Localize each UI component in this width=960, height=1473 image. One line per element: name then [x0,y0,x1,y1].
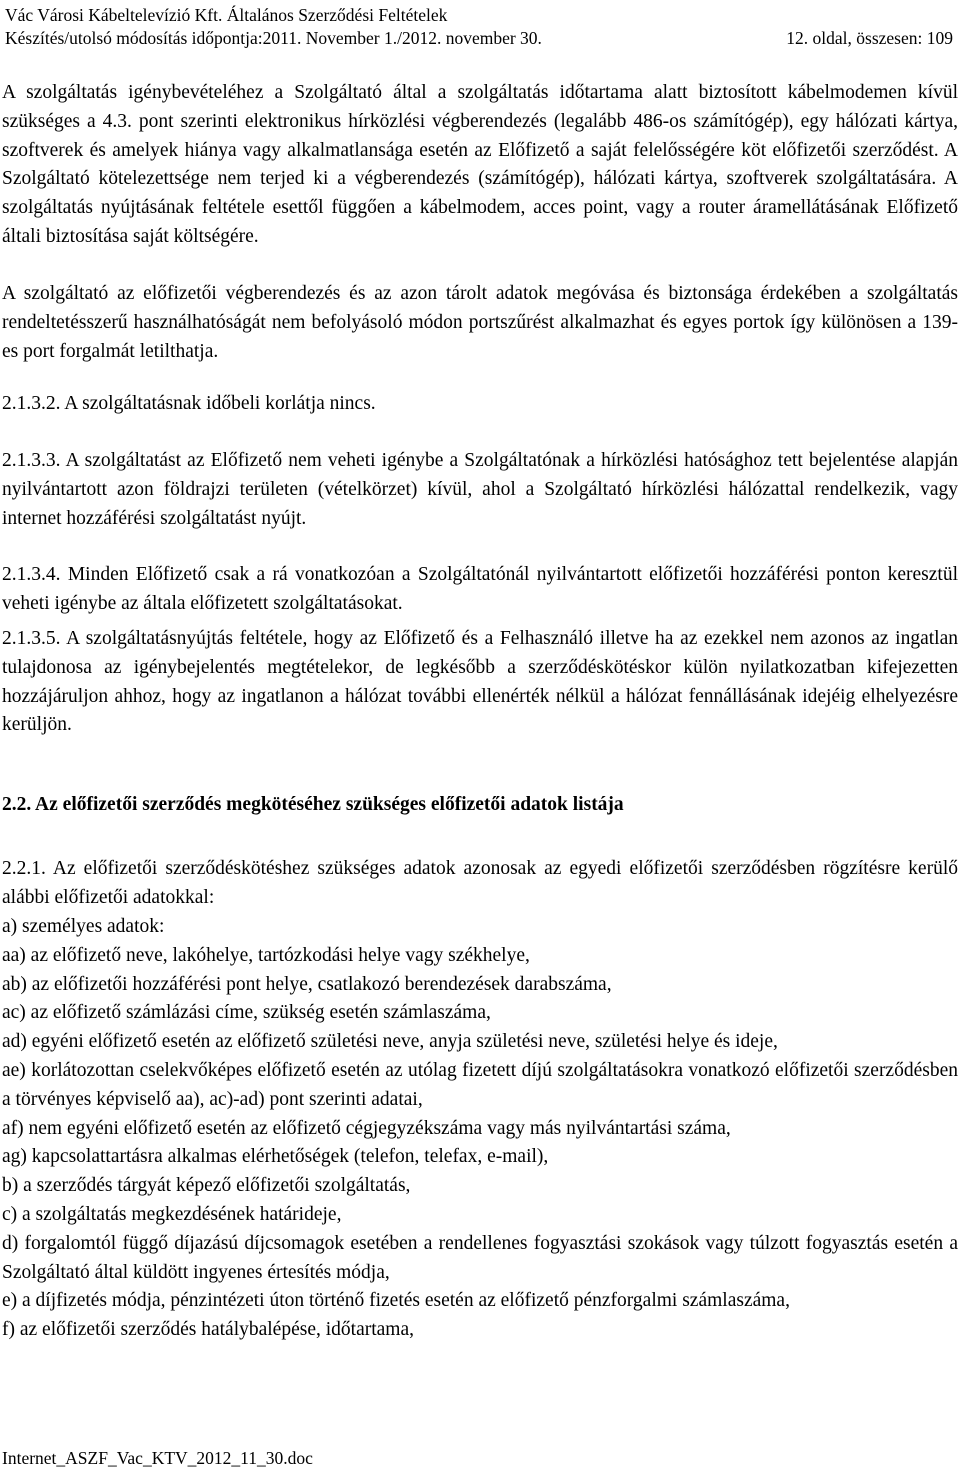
paragraph-2-1-3-4: 2.1.3.4. Minden Előfizető csak a rá vonatkozóan a Szolgáltatónál nyilvántartott előfizetői hozzáférési ponton keresztül veheti igénybe az általa előfizetett szolgáltatásokat. [2,564,958,614]
list-item: d) forgalomtól függő díjazású díjcsomagok esetében a rendellenes fogyasztási szokások vagy túlzott fogyasztás esetén a Szolgáltató által küldött ingyenes értesítés módja, [2,1232,958,1283]
paragraph-2-1-3-3: 2.1.3.3. A szolgáltatást az Előfizető nem veheti igénybe a Szolgáltatónak a hírközlési hatósághoz tett bejelentése alapján nyilvántartott azon földrajzi területen (vételkörzet) kívül, ahol a Szolgáltató hírközlési hálózattal rendelkezik, vagy internet hozzáférési szolgáltatást nyújt. [2,450,958,529]
list-item: ae) korlátozottan cselekvőképes előfizető esetén az utólag fizetett díjú szolgáltatásokra vonatkozó előfizetői szerződésben a törvényes képviselő aa), ac)-ad) pont szerinti adatai, [2,1059,958,1110]
paragraph-port-filter: A szolgáltató az előfizetői végberendezés és az azon tárolt adatok megóvása és biztonsága érdekében a szolgáltatás rendeltetésszerű használhatóságát nem befolyásoló módon portszűrést alkalmazhat és egyes portok így különösen a 139-es port forgalmát letilthatja. [2,283,958,362]
paragraph-2-1-3-2: 2.1.3.2. A szolgáltatásnak időbeli korlátja nincs. [2,393,376,414]
subscriber-data-list [2,913,958,1345]
paragraph-2-2-1: 2.2.1. Az előfizetői szerződéskötéshez szükséges adatok azonosak az egyedi előfizetői szerződésben rögzítésre kerülő alábbi előfizetői adatokkal: [2,858,958,908]
section-heading: 2.2. Az előfizetői szerződés megkötéséhez szükséges előfizetői adatok listája [2,794,624,815]
header-date: Készítés/utolsó módosítás időpontja:2011. November 1./2012. november 30. [5,28,542,48]
header-page-number: 12. oldal, összesen: 109 [786,28,953,48]
list-item: e) a díjfizetés módja, pénzintézeti úton történő fizetés esetén az előfizető pénzforgalmi számlaszáma, [2,1290,790,1312]
list-item: a) személyes adatok: [2,916,165,937]
list-item: c) a szolgáltatás megkezdésének határideje, [2,1203,342,1225]
list-item: ag) kapcsolattartásra alkalmas elérhetőségek (telefon, telefax, e-mail), [2,1146,549,1168]
list-item: ab) az előfizetői hozzáférési pont helye, csatlakozó berendezések darabszáma, [2,973,612,995]
header-title: Vác Városi Kábeltelevízió Kft. Általános Szerződési Feltételek [5,5,448,25]
list-item: af) nem egyéni előfizető esetén az előfizető cégjegyzékszáma vagy más nyilvántartási száma, [2,1117,731,1139]
footer-filename: Internet_ASZF_Vac_KTV_2012_11_30.doc [2,1448,313,1468]
list-item: b) a szerződés tárgyát képező előfizetői szolgáltatás, [2,1175,411,1197]
list-item: aa) az előfizető neve, lakóhelye, tartózkodási helye vagy székhelye, [2,944,530,966]
list-item: ad) egyéni előfizető esetén az előfizető születési neve, anyja születési neve, születési helye és ideje, [2,1031,778,1053]
paragraph-2-1-3-5: 2.1.3.5. A szolgáltatásnyújtás feltétele, hogy az Előfizető és a Felhasználó illetve ha az ezekkel nem azonos az ingatlan tulajdonosa az igénybejelentés megtételekor, de legkésőbb a szerződéskötéskor külön nyilatkozatban kifejezetten hozzájáruljon ahhoz, hogy az ingatlanon a hálózat további ellenérték nélkül a hálózat fennállásának idejéig elhelyezésre kerüljön. [2,628,958,736]
list-item: f) az előfizetői szerződés hatálybalépése, időtartama, [2,1319,414,1341]
header-meta [5,27,953,49]
paragraph-equipment: A szolgáltatás igénybevételéhez a Szolgáltató által a szolgáltatás időtartama alatt biztosított kábelmodemen kívül szükséges a 4.3. pont szerinti elektronikus hírközlési végberendezés (legalább 486-os számítógép), egy hálózati kártya, szoftverek és amelyek hiánya vagy alkalmatlansága esetén az Előfizető a saját felelősségére köt előfizetői szerződést. A Szolgáltató kötelezettsége nem terjed ki a végberendezés (számítógép), hálózati kártya, szoftverek szolgáltatására. A szolgáltatás nyújtásának feltétele esettől függően a kábelmodem, acces point, vagy a router áramellátásának Előfizető általi biztosítása saját költségére. [2,82,958,247]
list-item: ac) az előfizető számlázási címe, szükség esetén számlaszáma, [2,1002,491,1024]
